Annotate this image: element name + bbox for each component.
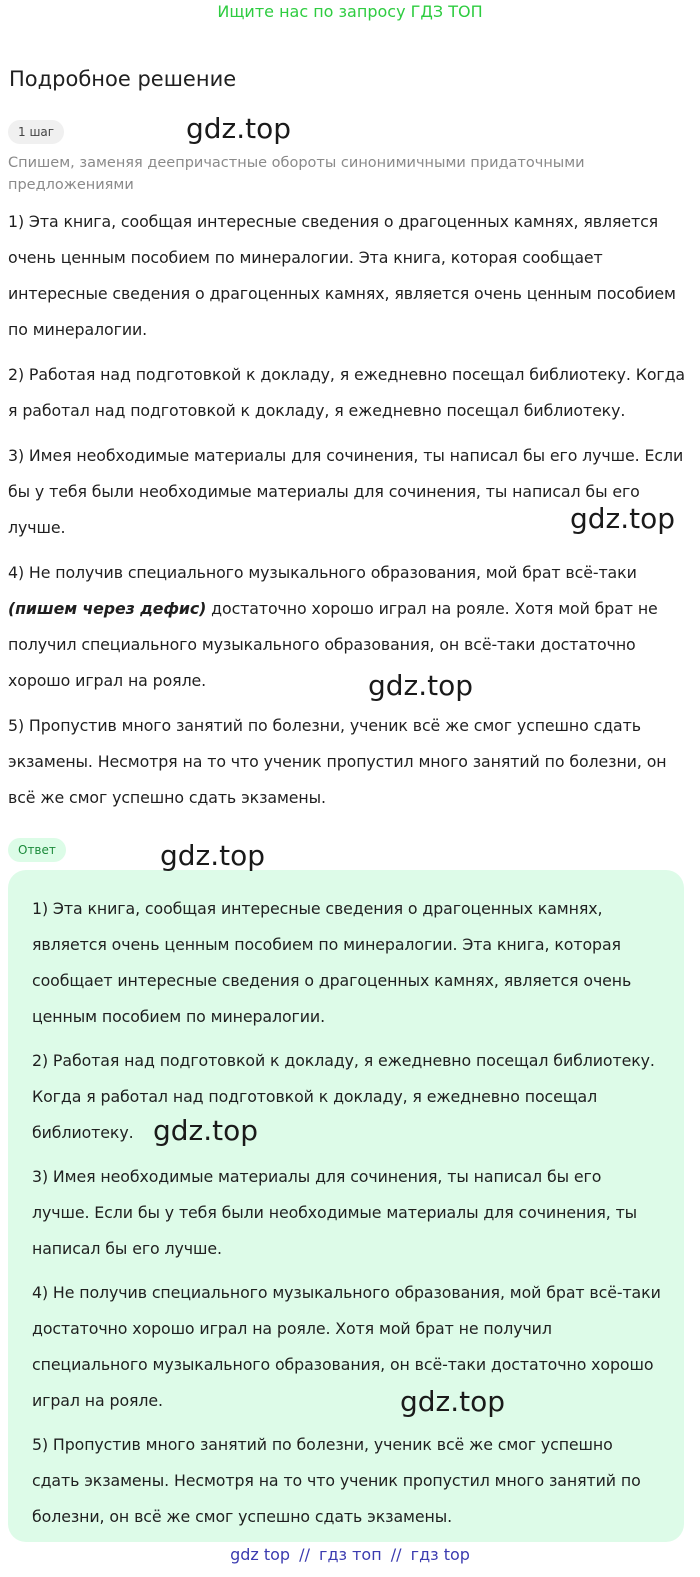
footer-links (0, 1544, 700, 1566)
hyphen-note: (пишем через дефис) (8, 599, 207, 618)
section-title: Подробное решение (9, 67, 237, 91)
search-banner: Ищите нас по запросу ГДЗ ТОП (217, 2, 483, 21)
solution-paragraph-3: 3) Имея необходимые материалы для сочинения, ты написал бы его лучше. Если бы у тебя были необходимые материалы для сочинения, ты написал бы его лучше. (8, 446, 684, 537)
solution-paragraph-1: 1) Эта книга, сообщая интересные сведения о драгоценных камнях, является очень ценным пособием по минералогии. Эта книга, которая сообщает интересные сведения о драгоценных камнях, является очень ценным пособием по минералогии. (8, 212, 676, 339)
footer-separator: // (390, 1545, 402, 1564)
solution-paragraph-4 (8, 555, 690, 699)
answer-paragraph-5: 5) Пропустив много занятий по болезни, ученик всё же смог успешно сдать экзамены. Несмотря на то что ученик пропустил много занятий по болезни, он всё же смог успешно сдать экзамены. (32, 1435, 641, 1526)
answer-paragraph-4: 4) Не получив специального музыкального образования, мой брат всё-таки достаточно хорошо играл на рояле. Хотя мой брат не получил специального музыкального образования, он всё-таки достаточно хорошо играл на рояле. (32, 1283, 661, 1410)
watermark: gdz.top (160, 839, 266, 872)
answer-paragraph-3: 3) Имея необходимые материалы для сочинения, ты написал бы его лучше. Если бы у тебя были необходимые материалы для сочинения, ты написал бы его лучше. (32, 1167, 638, 1258)
step-intro: Спишем, заменяя деепричастные обороты синонимичными придаточными предложениями (8, 155, 585, 193)
watermark: gdz.top (400, 1385, 506, 1418)
footer-link-gdz-top-ru[interactable]: гдз топ (319, 1545, 382, 1564)
answer-chip: Ответ (8, 838, 66, 862)
solution-paragraph-2: 2) Работая над подготовкой к докладу, я ежедневно посещал библиотеку. Когда я работал над подготовкой к докладу, я ежедневно посещал библиотеку. (8, 365, 686, 420)
footer-separator: // (299, 1545, 310, 1564)
answer-paragraph-2: 2) Работая над подготовкой к докладу, я ежедневно посещал библиотеку. Когда я работал над подготовкой к докладу, я ежедневно посещал библиотеку. (32, 1051, 655, 1142)
solution-paragraph-4-start: 4) Не получив специального музыкального образования, мой брат всё-таки (8, 563, 637, 582)
footer-link-gdz-top[interactable]: gdz top (230, 1545, 291, 1564)
watermark: gdz.top (186, 112, 292, 145)
answer-box (8, 870, 684, 1542)
watermark: gdz.top (570, 502, 676, 535)
answer-paragraph-1: 1) Эта книга, сообщая интересные сведения о драгоценных камнях, является очень ценным пособием по минералогии. Эта книга, которая сообщает интересные сведения о драгоценных камнях, является очень ценным пособием по минералогии. (32, 899, 632, 1026)
watermark: gdz.top (368, 669, 474, 702)
footer-link-gdz-top-mixed[interactable]: гдз top (410, 1545, 470, 1564)
watermark: gdz.top (153, 1114, 259, 1147)
solution-paragraph-4-end: достаточно хорошо играл на рояле. Хотя мой брат не получил специального музыкального образования, он всё-таки достаточно хорошо играл на рояле. (8, 599, 658, 690)
solution-paragraph-5: 5) Пропустив много занятий по болезни, ученик всё же смог успешно сдать экзамены. Несмотря на то что ученик пропустил много занятий по болезни, он всё же смог успешно сдать экзамены. (8, 716, 667, 807)
step-chip: 1 шаг (8, 120, 64, 144)
